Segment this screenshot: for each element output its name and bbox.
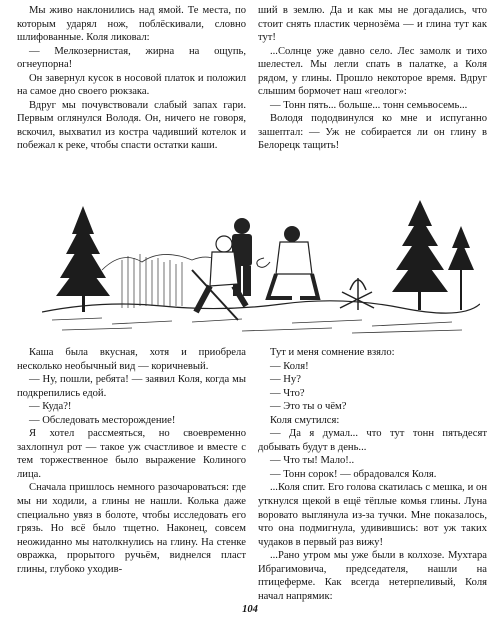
boy-crouching-icon: [257, 226, 318, 298]
campfire-illustration: [42, 200, 480, 338]
paragraph: Сначала пришлось немного разочароваться: где мы ни ходили, а глины не нашли. Колька даже специально увяз в болоте, чтобы исследовать его грязь. Но всё было тщетно. Наконец, совсем неожиданно мы натолкнулись на глину. На стенке овражка, прорытого ручьём, виднелся пласт глины, глубоко уходив-: [17, 482, 246, 575]
paragraph: Каша была вкусная, хотя и приобрела несколько необычный вид — коричневый.: [17, 347, 246, 372]
paragraph: — Куда?!: [29, 401, 72, 413]
paragraph: — Ну?: [270, 374, 301, 386]
paragraph: — Мелкозернистая, жирна на ощупь, огнеупорна!: [17, 45, 246, 71]
campfire-icon: [340, 278, 374, 310]
paragraph: ...Рано утром мы уже были в колхозе. Мухтара Ибрагимовича, председателя, нашли на птицеферме. Как всегда нетерпеливый, Коля начал напрямик:: [258, 550, 487, 602]
paragraph: — Тонн пять... больше... тонн семьвосемь...: [270, 99, 468, 111]
paragraph: — Обследовать месторождение!: [29, 414, 176, 426]
paragraph: — Ну, пошли, ребята! — заявил Коля, когда мы подкрепились едой.: [17, 374, 246, 399]
paragraph: — Это ты о чём?: [270, 401, 347, 413]
paragraph: Володя пододвинулся ко мне и испуганно зашептал: — Уж не собирается ли он глину в Белорецк тащить!: [258, 113, 487, 152]
text-column-top-left: [17, 4, 246, 153]
paragraph: Вдруг мы почувствовали слабый запах гари. Первым оглянулся Володя. Он, ничего не говоря, вскочил, выхватил из костра чадивший котелок и побежал к реке, чтобы спасти остатки каши.: [17, 99, 246, 152]
paragraph: — Да я думал... что тут тонн пятьдесят добывать будут в день...: [258, 428, 487, 453]
fir-tree-icon: [392, 200, 474, 310]
paragraph: Коля смутился:: [270, 414, 340, 426]
paragraph: Тут и меня сомнение взяло:: [270, 347, 395, 358]
paragraph: ший в землю. Да и как мы не догадались, что стоит снять пластик чернозёма — и глина тут как тут!: [258, 5, 487, 44]
paragraph: — Коля!: [270, 360, 309, 372]
paragraph: — Что?: [270, 387, 305, 399]
paragraph: — Тонн сорок! — обрадовался Коля.: [270, 468, 437, 480]
paragraph: — Что ты! Мало!..: [270, 455, 355, 467]
paragraph: ...Коля спит. Его голова скатилась с мешка, и он уткнулся щекой в ещё тёплые комья глины. Луна воровато выглянула из-за тучки. Мне показалось, что она подмигнула, удивившись: вот уж таких чудаков в первый раз вижу!: [258, 482, 487, 548]
text-column-bottom-right: [258, 346, 487, 603]
paragraph: Мы живо наклонились над ямой. Те места, по которым ударял нож, поблёскивали, словно шлифованные. Коля ликовал:: [17, 5, 246, 44]
text-column-top-right: [258, 4, 487, 153]
fir-tree-icon: [56, 206, 110, 312]
text-column-bottom-left: [17, 346, 246, 576]
paragraph: Я хотел рассмеяться, но своевременно захлопнул рот — такое уж счастливое и вместе с тем торжественное было выражение Колиного лица.: [17, 428, 246, 480]
paragraph: Он завернул кусок в носовой платок и положил на самое дно своего рюкзака.: [17, 72, 246, 98]
page-number: 104: [242, 604, 258, 615]
paragraph: ...Солнце уже давно село. Лес замолк и тихо шелестел. Мы легли спать в палатке, а Коля рядом, у глины. Прошло некоторое время. Вдруг слышим бормочет наш «геолог»:: [258, 45, 487, 98]
